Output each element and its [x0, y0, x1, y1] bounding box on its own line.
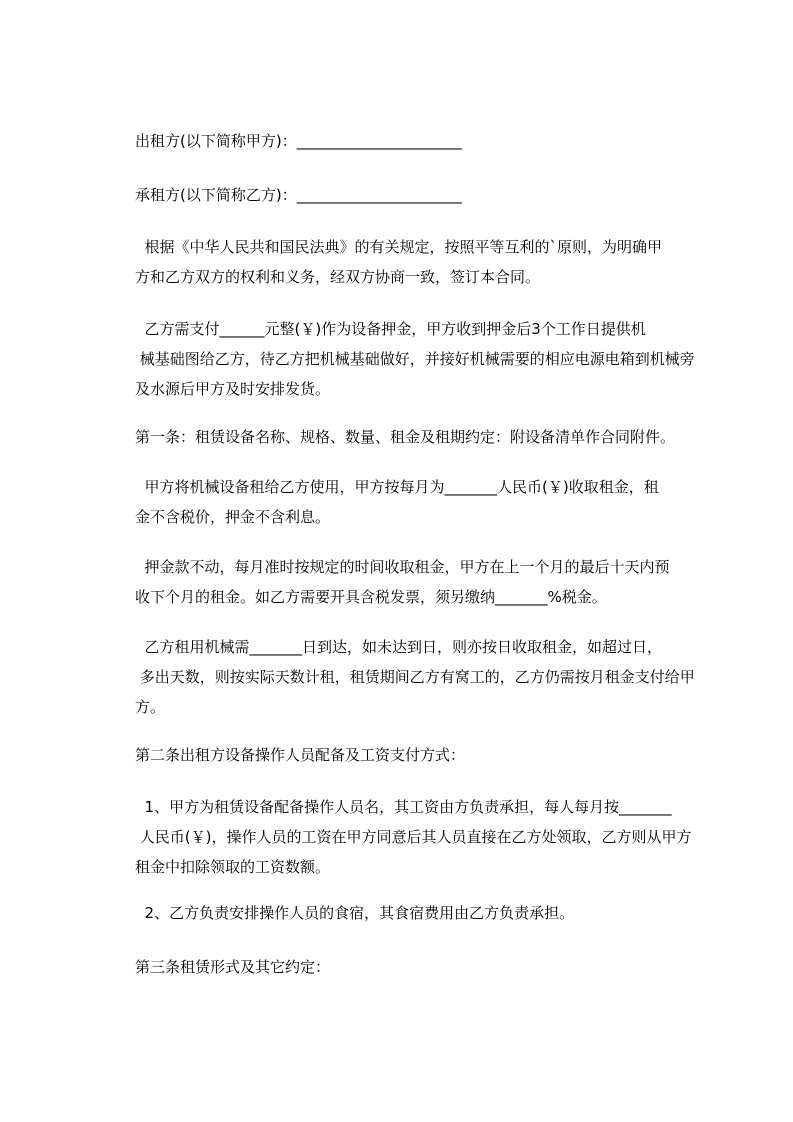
operator-wage-paragraph [135, 792, 710, 882]
paragraph-line: 金不含税价，押金不含利息。 [135, 508, 331, 526]
paragraph-line: 收下个月的租金。如乙方需要开具含税发票，须另缴纳_______%税金。 [135, 588, 607, 606]
article-two-heading [135, 740, 710, 770]
paragraph-line: 第三条租赁形式及其它约定： [135, 958, 331, 976]
article-one-heading [135, 422, 710, 452]
paragraph-line: 第二条出租方设备操作人员配备及工资支付方式： [135, 746, 466, 764]
paragraph-line: 人民币(￥)，操作人员的工资在甲方同意后其人员直接在乙方处领取，乙方则从甲方 [135, 828, 692, 846]
paragraph-line: 乙方租用机械需_______日到达，如未达到日，则亦按日收取租金，如超过日， [135, 638, 663, 656]
board-lodging-paragraph [135, 898, 710, 928]
rent-paragraph [135, 472, 710, 532]
paragraph-line: 承租方(以下简称乙方)：______________________ [135, 186, 462, 204]
paragraph-line: 1、甲方为租赁设备配备操作人员名，其工资由方负责承担，每人每月按_______ [135, 798, 672, 816]
paragraph-line: 械基础图给乙方，待乙方把机械基础做好，并接好机械需要的相应电源电箱到机械旁 [135, 350, 695, 368]
article-three-heading [135, 952, 710, 982]
lessee-field [135, 180, 710, 210]
lessor-field [135, 126, 710, 156]
paragraph-line: 甲方将机械设备租给乙方使用，甲方按每月为_______人民币(￥)收取租金，租 [135, 478, 659, 496]
paragraph-line: 及水源后甲方及时安排发货。 [135, 380, 331, 398]
paragraph-line: 方和乙方双方的权利和义务，经双方协商一致，签订本合同。 [135, 268, 541, 286]
paragraph-line: 租金中扣除领取的工资数额。 [135, 858, 331, 876]
paragraph-line: 多出天数，则按实际天数计租，租赁期间乙方有窝工的，乙方仍需按月租金支付给甲 [135, 668, 695, 686]
paragraph-line: 2、乙方负责安排操作人员的食宿，其食宿费用由乙方负责承担。 [135, 904, 575, 922]
payment-paragraph [135, 552, 710, 612]
paragraph-line: 押金款不动，每月准时按规定的时间收取租金，甲方在上一个月的最后十天内预 [135, 558, 670, 576]
paragraph-line: 方。 [135, 698, 166, 716]
paragraph-line: 乙方需支付______元整(￥)作为设备押金，甲方收到押金后3个工作日提供机 [135, 320, 646, 338]
paragraph-line: 出租方(以下简称甲方)：______________________ [135, 132, 462, 150]
paragraph-line: 第一条：租赁设备名称、规格、数量、租金及租期约定：附设备清单作合同附件。 [135, 428, 676, 446]
paragraph-line: 根据《中华人民共和国民法典》的有关规定，按照平等互利的`原则，为明确甲 [135, 238, 663, 256]
deposit-paragraph [135, 314, 710, 404]
preamble-paragraph [135, 232, 710, 292]
arrival-paragraph [135, 632, 710, 722]
